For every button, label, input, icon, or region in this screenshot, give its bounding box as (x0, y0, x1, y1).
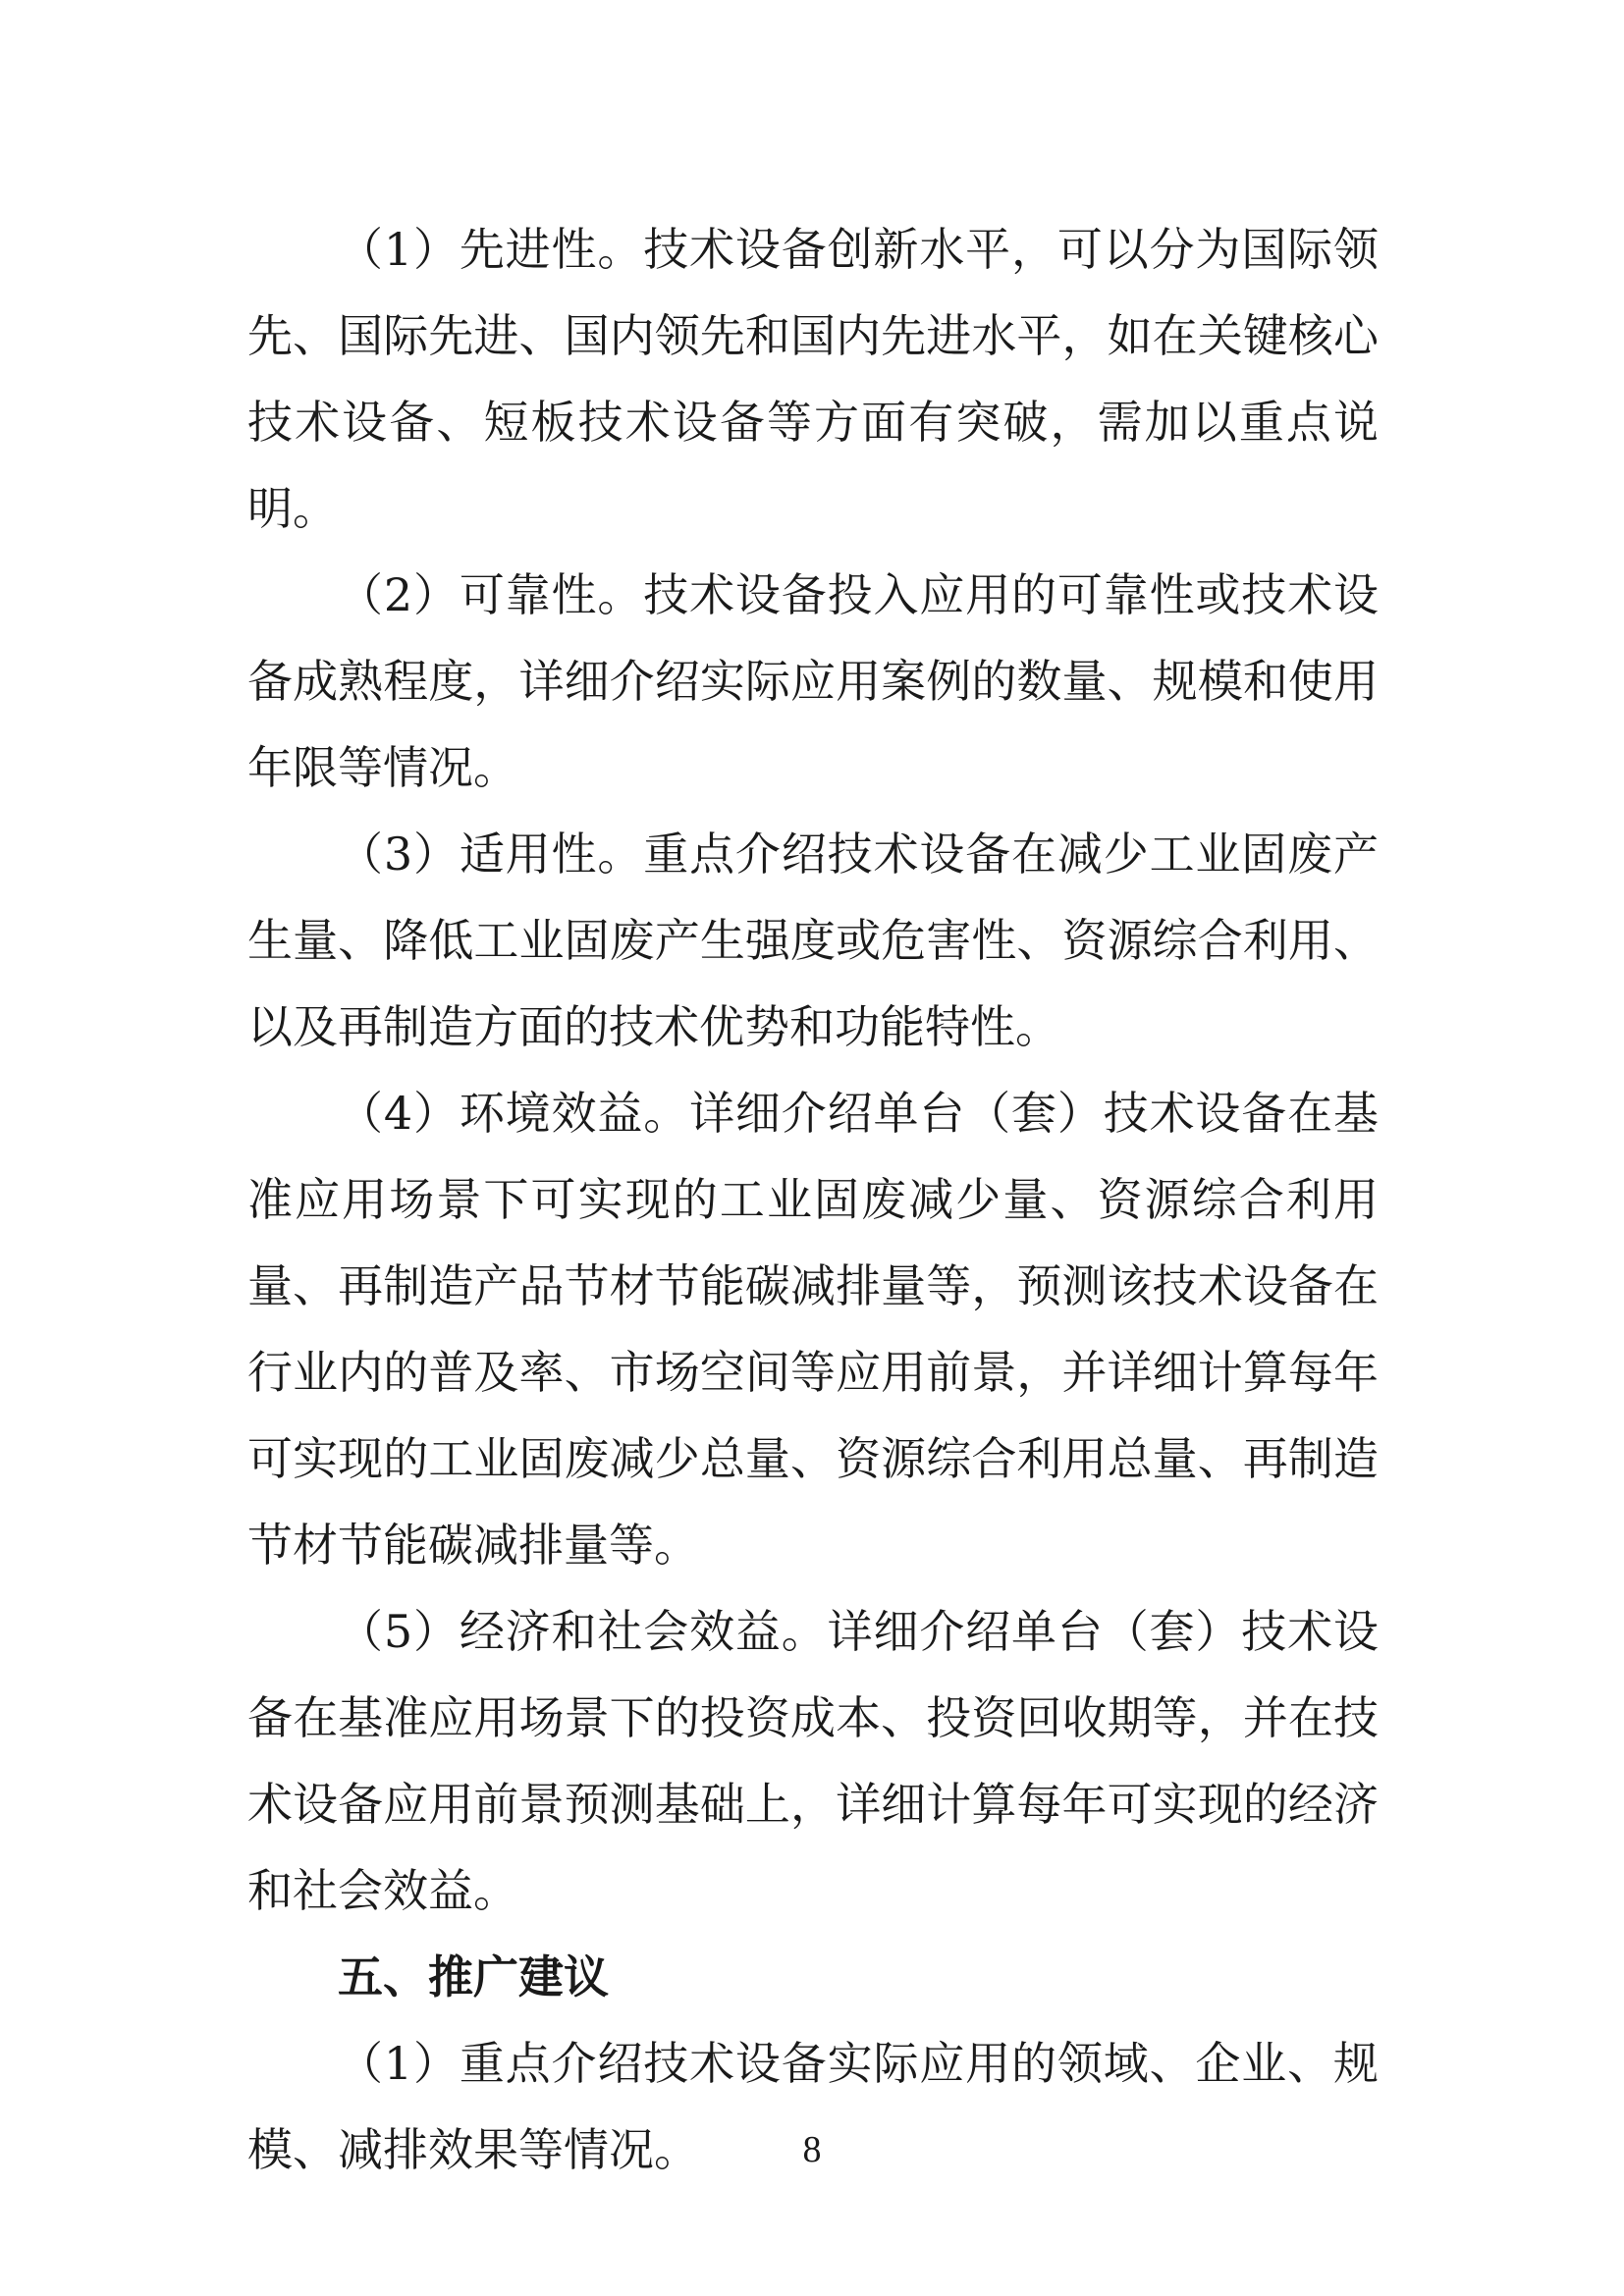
paragraph-advancement: （1）先进性。技术设备创新水平，可以分为国际领先、国际先进、国内领先和国内先进水平，如在关键核心技术设备、短板技术设备等方面有突破，需加以重点说明。 (247, 223, 1379, 535)
paragraph-promotion-1: （1）重点介绍技术设备实际应用的领域、企业、规模、减排效果等情况。 (247, 2037, 1379, 2176)
paragraph-environmental-benefit: （4）环境效益。详细介绍单台（套）技术设备在基准应用场景下可实现的工业固废减少量、资源综合利用量、再制造产品节材节能碳减排量等，预测该技术设备在行业内的普及率、市场空间等应用前景，并详细计算每年可实现的工业固废减少总量、资源综合利用总量、再制造节材节能碳减排量等。 (247, 1087, 1379, 1572)
paragraph-applicability: （3）适用性。重点介绍技术设备在减少工业固废产生量、降低工业固废产生强度或危害性、资源综合利用、以及再制造方面的技术优势和功能特性。 (247, 828, 1379, 1053)
paragraph-reliability: （2）可靠性。技术设备投入应用的可靠性或技术设备成熟程度，详细介绍实际应用案例的数量、规模和使用年限等情况。 (247, 568, 1379, 794)
paragraph-economic-social-benefit: （5）经济和社会效益。详细介绍单台（套）技术设备在基准应用场景下的投资成本、投资回收期等，并在技术设备应用前景预测基础上，详细计算每年可实现的经济和社会效益。 (247, 1605, 1379, 1917)
document-body (247, 206, 1379, 2193)
section-heading-promotion: 五、推广建议 (338, 1950, 609, 2003)
page-number: 8 (802, 2129, 822, 2170)
